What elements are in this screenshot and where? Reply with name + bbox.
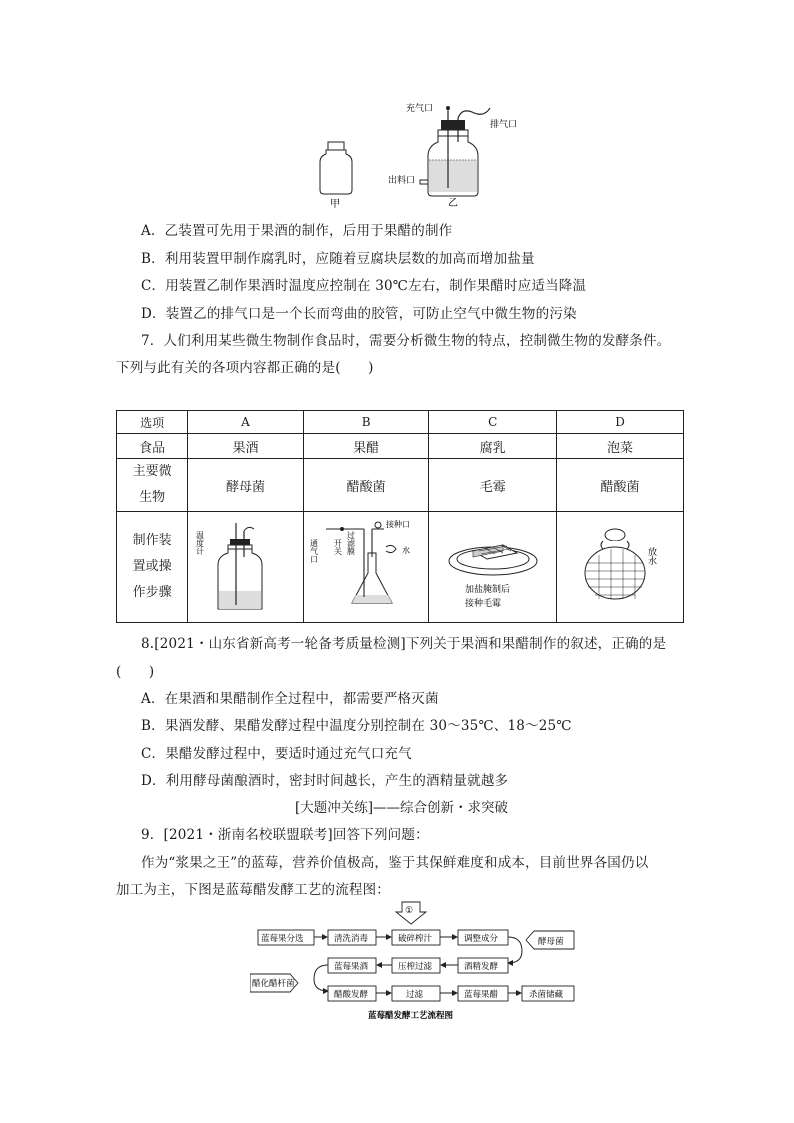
table-cell-row-label — [117, 459, 188, 512]
table-cell: 醋酸菌 — [557, 459, 684, 512]
table-cell: 酵母菌 — [188, 459, 304, 512]
q6-option-b: B．利用装置甲制作腐乳时，应随着豆腐块层数的加高而增加盐量 — [141, 251, 535, 267]
flow-acetobacter: 醋化醋杆菌 — [252, 979, 295, 989]
table-header-cell: D — [557, 411, 684, 434]
q9-para-line1: 作为“浆果之王”的蓝莓，营养价值极高，鉴于其保鲜难度和成本，目前世界各国仍以 — [141, 855, 649, 871]
table-cell: 果酒 — [188, 434, 304, 459]
q8-option-c: C．果醋发酵过程中，要适时通过充气口充气 — [141, 746, 412, 762]
flow-step: 过滤 — [406, 990, 424, 1000]
label-water-d: 放水 — [646, 547, 657, 565]
label-vent: 通气口 — [309, 539, 319, 563]
row-label-line: 置或操 — [132, 559, 172, 574]
flow-step: 清洗消毒 — [334, 934, 369, 944]
wine-fermenter-diagram — [190, 517, 300, 617]
table-cell: 食品 — [117, 434, 188, 459]
q8-stem-line1: 8.[2021・山东省新高考一轮备考质量检测]下列关于果酒和果醋制作的叙述，正确的是 — [141, 636, 667, 652]
q6-option-a: A．乙装置可先用于果酒的制作，后用于果醋的制作 — [141, 223, 453, 239]
fermentation-apparatus-figure — [300, 98, 540, 210]
table-cell: 毛霉 — [429, 459, 557, 512]
section-title: [大题冲关练]——综合创新・求突破 — [295, 800, 509, 816]
q7-table — [116, 410, 684, 623]
table-row — [117, 459, 684, 512]
label-salt: 加盐腌制后 — [464, 585, 510, 595]
blueberry-vinegar-flowchart — [250, 900, 580, 1024]
label-thermometer: 温度计 — [195, 531, 205, 555]
label-inoculation: 接种口 — [386, 520, 411, 529]
q8-option-b: B．果酒发酵、果醋发酵过程中温度分别控制在 30～35℃、18～25℃ — [141, 718, 572, 734]
vinegar-fermenter-diagram — [306, 517, 426, 617]
pickle-jar-diagram — [565, 517, 675, 617]
flow-step: 酒精发酵 — [464, 962, 499, 972]
table-cell-row-label — [117, 512, 188, 623]
label-switch: 开关 — [333, 539, 343, 555]
table-row — [117, 512, 684, 623]
table-header-cell: B — [303, 411, 429, 434]
row-label-line: 作步骤 — [132, 585, 172, 600]
table-cell-device-b — [303, 512, 429, 623]
q8-option-d: D．利用酵母菌酿酒时，密封时间越长，产生的酒精量就越多 — [141, 773, 509, 789]
table-cell: 醋酸菌 — [303, 459, 429, 512]
q6-option-d: D．装置乙的排气口是一个长而弯曲的胶管，可防止空气中微生物的污染 — [141, 306, 577, 322]
table-cell-device-c — [429, 512, 557, 623]
table-header-cell: 选项 — [117, 411, 188, 434]
q8-stem-line2: ( ) — [116, 664, 155, 680]
label-jia: 甲 — [330, 199, 340, 210]
label-chongqi: 充气口 — [406, 104, 434, 114]
q7-stem-line2: 下列与此有关的各项内容都正确的是( ) — [116, 360, 374, 376]
row-label-line: 制作装 — [132, 533, 172, 548]
flow-yeast: 酵母菌 — [538, 937, 564, 947]
flow-marker-1: ① — [405, 906, 414, 916]
label-filter: 过滤膜 — [346, 531, 356, 555]
flow-step: 蓝莓果醋 — [464, 990, 499, 1000]
flow-step: 醋酸发酵 — [334, 990, 369, 1000]
flow-step: 蓝莓果分选 — [261, 934, 304, 944]
label-yi: 乙 — [448, 198, 458, 209]
q9-para-line2: 加工为主，下图是蓝莓醋发酵工艺的流程图： — [116, 882, 390, 898]
table-cell-device-d — [557, 512, 684, 623]
bottle-yi — [420, 106, 490, 196]
label-mold: 接种毛霉 — [464, 599, 501, 609]
table-cell: 果醋 — [303, 434, 429, 459]
flow-step: 杀菌储藏 — [529, 990, 564, 1000]
label-water: 水 — [402, 546, 411, 555]
row-label-line: 主要微 — [132, 464, 172, 479]
table-row — [117, 434, 684, 459]
table-cell: 泡菜 — [557, 434, 684, 459]
flow-step: 压榨过滤 — [398, 962, 433, 972]
table-cell: 腐乳 — [429, 434, 557, 459]
q9-stem: 9．[2021・浙南名校联盟联考]回答下列问题： — [141, 827, 429, 843]
table-cell-device-a — [188, 512, 304, 623]
table-header-cell: C — [429, 411, 557, 434]
bottle-jia — [320, 142, 352, 194]
flow-step: 调整成分 — [464, 934, 499, 944]
q8-option-a: A．在果酒和果醋制作全过程中，都需要严格灭菌 — [141, 691, 439, 707]
flow-step: 蓝莓果酒 — [334, 962, 369, 972]
table-row — [117, 411, 684, 434]
row-label-line: 生物 — [139, 490, 166, 505]
flow-caption: 蓝莓醋发酵工艺流程图 — [368, 1011, 454, 1021]
q7-stem-line1: 7．人们利用某些微生物制作食品时，需要分析微生物的特点，控制微生物的发酵条件。 — [141, 333, 671, 349]
flow-step: 破碎榨汁 — [398, 934, 433, 944]
sufu-tray-diagram — [433, 517, 553, 617]
q6-option-c: C．用装置乙制作果酒时温度应控制在 30℃左右，制作果醋时应适当降温 — [141, 278, 587, 294]
label-paiqi: 排气口 — [490, 120, 518, 130]
label-chuliao: 出料口 — [388, 176, 416, 186]
table-header-cell: A — [188, 411, 304, 434]
